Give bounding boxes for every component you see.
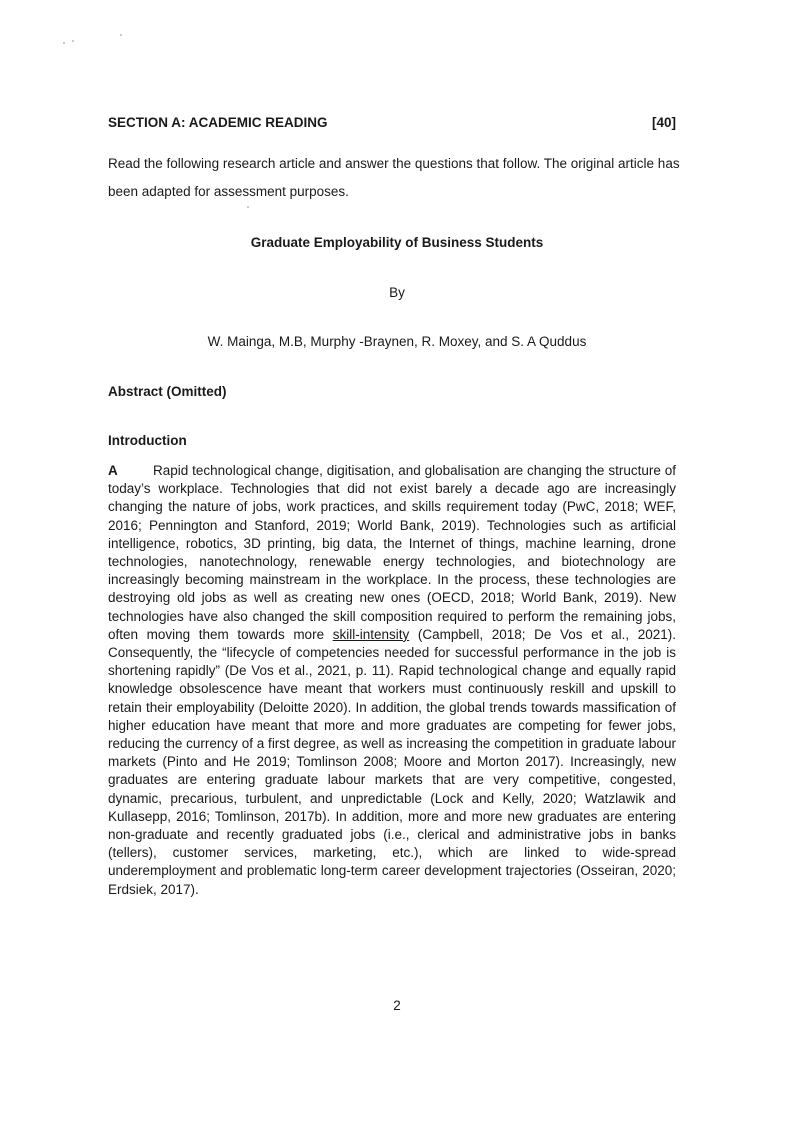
paragraph-text-before: Rapid technological change, digitisation, and globalisation are changing the structure of today’s workplace. Technologies that did not exist barely a decade ago are increasingly changing the nature of jobs, work practices, and skills requirement today (PwC, 2018; WEF, 2016; Pennington and Stanford, 2019; World Bank, 2019). Technologies such as artificial intelligence, robotics, 3D printing, big data, the Internet of things, machine learning, drone technologies, nanotechnology, renewable energy technologies, and biotechnology are increasingly becoming mainstream in the workplace. In the process, these technologies are destroying old jobs as well as creating new ones (OECD, 2018; World Bank, 2019). New technologies have also changed the skill composition required to perform the remaining jobs, often moving them towards more (108, 463, 676, 642)
scan-speck (247, 206, 249, 208)
by-line: By (389, 285, 405, 300)
abstract-heading: Abstract (Omitted) (108, 384, 227, 399)
author-list: W. Mainga, M.B, Murphy -Braynen, R. Moxey, and S. A Quddus (207, 334, 587, 349)
section-title: SECTION A: ACADEMIC READING (108, 115, 328, 130)
scan-speck (72, 40, 74, 42)
page-number: 2 (393, 998, 401, 1013)
underlined-term: skill-intensity (332, 626, 410, 642)
paragraph-marker: A (108, 463, 118, 478)
scan-speck (120, 34, 122, 36)
paragraph-a (108, 462, 676, 899)
introduction-heading: Introduction (108, 433, 187, 448)
section-header (108, 115, 676, 133)
scan-speck (63, 42, 65, 44)
paragraph-text-after: (Campbell, 2018; De Vos et al., 2021). Consequently, the “lifecycle of competencies needed for successful performance in the job is shortening rapidly” (De Vos et al., 2021, p. 11). Rapid technological change and equally rapid knowledge obsolescence have meant that workers must continuously reskill and upskill to retain their employability (Deloitte 2020). In addition, the global trends towards massification of higher education have meant that more and more graduates are competing for fewer jobs, reducing the currency of a first degree, as well as increasing the competition in graduate labour markets (Pinto and He 2019; Tomlinson 2008; Moore and Morton 2017). Increasingly, new graduates are entering graduate labour markets that are very competitive, congested, dynamic, precarious, turbulent, and unpredictable (Lock and Kelly, 2020; Watzlawik and Kullasepp, 2016; Tomlinson, 2017b). In addition, more and more new graduates are entering non-graduate and recently graduated jobs (i.e., clerical and administrative jobs in banks (tellers), customer services, marketing, etc.), which are linked to wide-spread underemployment and problematic long-term career development trajectories (Osseiran, 2020; Erdsiek, 2017). (108, 626, 676, 897)
article-title: Graduate Employability of Business Students (250, 235, 544, 250)
section-marks: [40] (651, 115, 676, 130)
instructions-text: Read the following research article and answer the questions that follow. The original article has been adapted for assessment purposes. (108, 156, 680, 199)
